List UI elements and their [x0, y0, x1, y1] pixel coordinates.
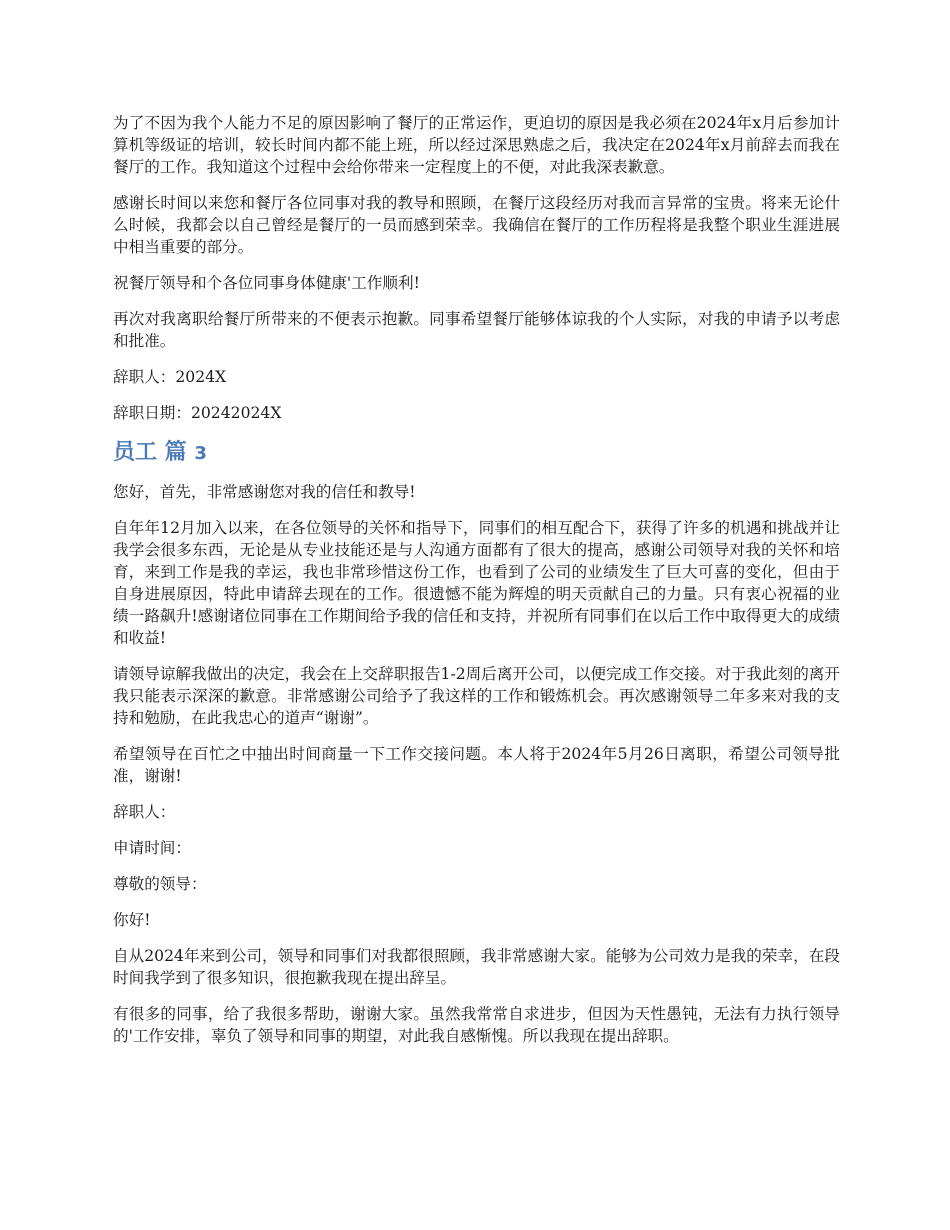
paragraph: 您好，首先，非常感谢您对我的信任和教导! — [113, 483, 416, 501]
resignee-line: 辞职人：2024X — [113, 368, 227, 386]
paragraph: 希望领导在百忙之中抽出时间商量一下工作交接问题。本人将于2024年5月26日离职，希望公司领导批准，谢谢! — [113, 745, 840, 785]
paragraph: 再次对我离职给餐厅所带来的不便表示抱歉。同事希望餐厅能够体谅我的个人实际，对我的申请予以考虑和批准。 — [113, 310, 840, 350]
greeting: 你好! — [113, 911, 151, 929]
paragraph: 自从2024年来到公司，领导和同事们对我都很照顾，我非常感谢大家。能够为公司效力是我的荣幸，在段时间我学到了很多知识，很抱歉我现在提出辞呈。 — [113, 947, 840, 987]
salutation: 尊敬的领导： — [113, 875, 207, 893]
resignation-date-line: 辞职日期：20242024X — [113, 404, 282, 422]
section-heading-number: 3 — [194, 443, 207, 464]
paragraph: 自年年12月加入以来，在各位领导的关怀和指导下，同事们的相互配合下，获得了许多的机遇和挑战并让我学会很多东西，无论是从专业技能还是与人沟通方面都有了很大的提高，感谢公司领导对我的关怀和培育，来到工作是我的幸运，我也非常珍惜这份工作，也看到了公司的业绩发生了巨大可喜的变化，但由于自身进展原因，特此申请辞去现在的工作。很遗憾不能为辉煌的明天贡献自己的力量。只有衷心祝福的业绩一路飙升!感谢诸位同事在工作期间给予我的信任和支持，并祝所有同事们在以后工作中取得更大的成绩和收益! — [113, 519, 840, 647]
section-heading-text: 员工 篇 — [113, 440, 187, 465]
paragraph: 为了不因为我个人能力不足的原因影响了餐厅的正常运作，更迫切的原因是我必须在2024年x月后参加计算机等级证的培训，较长时间内都不能上班，所以经过深思熟虑之后，我决定在2024年x月前辞去而我在餐厅的工作。我知道这个过程中会给你带来一定程度上的不便，对此我深表歉意。 — [113, 114, 840, 176]
application-time-line: 申请时间： — [113, 839, 191, 857]
paragraph: 感谢长时间以来您和餐厅各位同事对我的教导和照顾，在餐厅这段经历对我而言异常的宝贵。将来无论什么时候，我都会以自己曾经是餐厅的一员而感到荣幸。我确信在餐厅的工作历程将是我整个职业生涯进展中相当重要的部分。 — [113, 194, 840, 256]
document-page — [113, 112, 840, 1061]
paragraph: 祝餐厅领导和个各位同事身体健康'工作顺利! — [113, 274, 420, 292]
paragraph: 有很多的同事，给了我很多帮助，谢谢大家。虽然我常常自求进步，但因为天性愚钝，无法有力执行领导的'工作安排，辜负了领导和同事的期望，对此我自感惭愧。所以我现在提出辞职。 — [113, 1005, 840, 1045]
section-heading — [113, 438, 840, 469]
paragraph: 请领导谅解我做出的决定，我会在上交辞职报告1-2周后离开公司，以便完成工作交接。对于我此刻的离开我只能表示深深的歉意。非常感谢公司给予了我这样的工作和锻炼机会。再次感谢领导二年多来对我的支持和勉励，在此我忠心的道声“谢谢”。 — [113, 665, 840, 727]
resignee-line: 辞职人： — [113, 803, 176, 821]
